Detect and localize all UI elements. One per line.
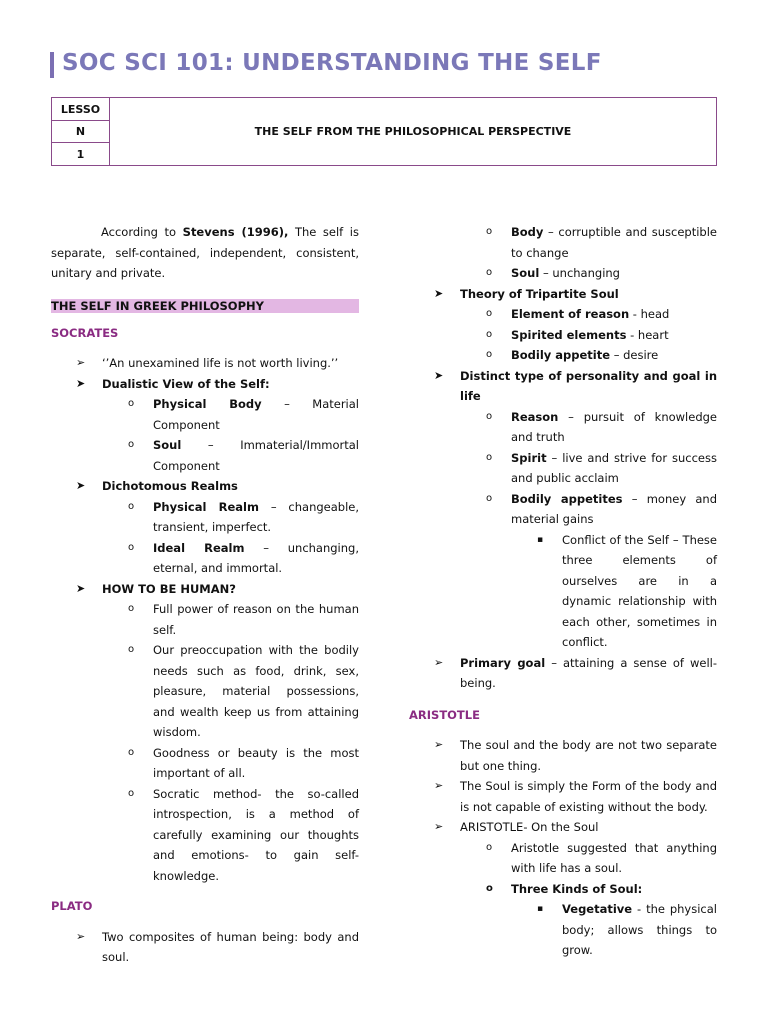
greek-heading: THE SELF IN GREEK PHILOSOPHY — [51, 299, 359, 313]
lesson-topic: THE SELF FROM THE PHILOSOPHICAL PERSPECTIVE — [110, 98, 717, 166]
document-title: SOC SCI 101: UNDERSTANDING THE SELF — [62, 50, 602, 76]
list-item: o Bodily appetites – money and material gains — [486, 491, 718, 526]
list-item: ➢ ‘’An unexamined life is not worth living.’’ — [76, 356, 339, 370]
list-item: o Socratic method- the so-called introspection, is a method of carefully examining our thoughts and emotions- to gain self-knowledge. — [128, 786, 359, 883]
list-item: o Spirited elements - heart — [486, 327, 669, 342]
list-item: o Spirit – live and strive for success and public acclaim — [486, 450, 717, 485]
list-item: ➢ The soul and the body are not two separate but one thing. — [434, 738, 717, 773]
list-item: ➤ Theory of Tripartite Soul — [434, 286, 619, 301]
list-item: o Reason – pursuit of knowledge and truth — [486, 409, 717, 444]
list-item: o Physical Realm – changeable, transient, imperfect. — [128, 499, 360, 534]
list-item: o Soul – Immaterial/Immortal Component — [128, 438, 359, 473]
list-item: o Full power of reason on the human self. — [128, 602, 359, 637]
list-item: o Bodily appetite – desire — [486, 348, 659, 362]
list-item: o Physical Body – Material Component — [128, 397, 359, 432]
list-item: ➢ Two composites of human being: body and soul. — [76, 929, 359, 964]
lesson-number: 1 — [52, 143, 110, 166]
list-item: o Element of reason - head — [486, 307, 670, 321]
title-accent-bar — [50, 52, 54, 78]
list-item: ➢ ARISTOTLE- On the Soul — [434, 820, 599, 834]
socrates-heading: SOCRATES — [51, 325, 119, 340]
list-item: ▪ Vegetative - the physical body; allows things to grow. — [537, 902, 717, 957]
list-item: o Our preoccupation with the bodily needs such as food, drink, sex, pleasure, material possessions, and wealth keep us from attaining wisdom. — [128, 643, 359, 739]
list-item: ➤ HOW TO BE HUMAN? — [76, 581, 236, 596]
right-column — [409, 222, 717, 961]
intro-paragraph: According to Stevens (1996), The self is separate, self-contained, independent, consistent, unitary and private. — [51, 225, 359, 280]
lesson-label: LESSO — [52, 98, 110, 121]
lesson-header-table — [51, 97, 717, 166]
list-item: ➤ Dualistic View of the Self: — [76, 376, 270, 391]
list-item: o Three Kinds of Soul: — [486, 881, 643, 896]
list-item: o Goodness or beauty is the most important of all. — [128, 745, 359, 780]
list-item: ➤ Dichotomous Realms — [76, 479, 238, 493]
left-column — [51, 222, 359, 968]
list-item: ▪ Conflict of the Self – These three elements of ourselves are in a dynamic relationship with each other, sometimes in conflict. — [537, 532, 717, 649]
lesson-label-cont: N — [52, 121, 110, 143]
list-item: ➢ Primary goal – attaining a sense of well-being. — [434, 655, 718, 690]
list-item: o Ideal Realm – unchanging, eternal, and immortal. — [128, 540, 360, 575]
plato-heading: PLATO — [51, 899, 93, 913]
list-item: o Soul – unchanging — [486, 266, 620, 280]
list-item: ➤ Distinct type of personality and goal in life — [434, 368, 717, 403]
aristotle-heading: ARISTOTLE — [409, 707, 480, 722]
list-item: o Aristotle suggested that anything with life has a soul. — [486, 840, 717, 875]
list-item: ➢ The Soul is simply the Form of the body and is not capable of existing without the body. — [434, 779, 717, 814]
list-item: o Body – corruptible and susceptible to change — [486, 225, 717, 260]
